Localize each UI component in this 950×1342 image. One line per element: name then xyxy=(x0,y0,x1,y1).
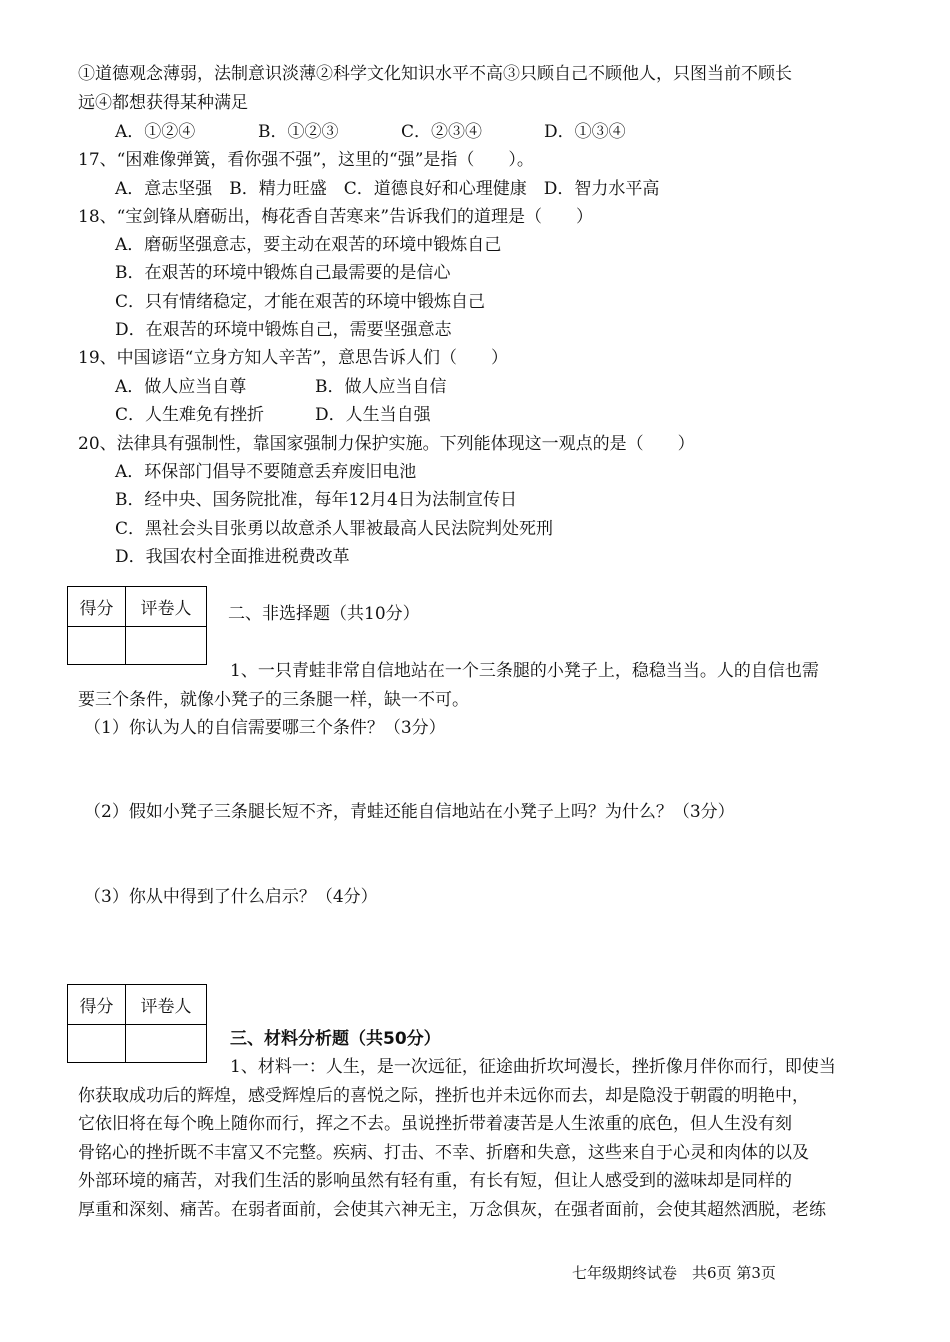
q19-option-b: B．做人应当自信 xyxy=(315,377,447,397)
section3-material-line5: 外部环境的痛苦，对我们生活的影响虽然有轻有重，有长有短，但让人感受到的滋味却是同样的 xyxy=(78,1171,792,1191)
q16-option-c: C．②③④ xyxy=(401,122,483,142)
q19-option-a: A．做人应当自尊 xyxy=(115,377,247,397)
score-label: 得分 xyxy=(68,985,126,1025)
section3-title: 三、材料分析题（共50分） xyxy=(230,1029,441,1049)
score-cell[interactable] xyxy=(68,627,126,665)
q20-option-b: B．经中央、国务院批准，每年12月4日为法制宣传日 xyxy=(115,490,517,510)
q20-option-a: A．环保部门倡导不要随意丢弃废旧电池 xyxy=(115,462,417,482)
section2-q1-line2: 要三个条件，就像小凳子的三条腿一样，缺一不可。 xyxy=(78,690,469,710)
q16-option-d: D．①③④ xyxy=(544,122,626,142)
grader-label: 评卷人 xyxy=(126,587,207,627)
q18-option-a: A．磨砺坚强意志，要主动在艰苦的环境中锻炼自己 xyxy=(115,235,502,255)
section3-material-line6: 厚重和深刻、痛苦。在弱者面前，会使其六神无主，万念俱灰，在强者面前，会使其超然洒脱，老练 xyxy=(78,1200,826,1220)
q18-option-d: D．在艰苦的环境中锻炼自己，需要坚强意志 xyxy=(115,320,452,340)
q16-option-a: A．①②④ xyxy=(115,122,196,142)
section2-q1-line1: 1、一只青蛙非常自信地站在一个三条腿的小凳子上，稳稳当当。人的自信也需 xyxy=(230,661,819,681)
q20-option-c: C．黑社会头目张勇以故意杀人罪被最高人民法院判处死刑 xyxy=(115,519,554,539)
score-label: 得分 xyxy=(68,587,126,627)
q18-option-c: C．只有情绪稳定，才能在艰苦的环境中锻炼自己 xyxy=(115,292,486,312)
section2-sub3: （3）你从中得到了什么启示？（4分） xyxy=(84,887,378,907)
q20-stem: 20、法律具有强制性，靠国家强制力保护实施。下列能体现这一观点的是（ ） xyxy=(78,434,695,454)
section3-material-line3: 它依旧将在每个晚上随你而行，挥之不去。虽说挫折带着凄苦是人生浓重的底色，但人生没有刻 xyxy=(78,1114,792,1134)
q16-text-line1: ①道德观念薄弱，法制意识淡薄②科学文化知识水平不高③只顾自己不顾他人，只图当前不顾长 xyxy=(78,64,792,84)
section2-sub1: （1）你认为人的自信需要哪三个条件？（3分） xyxy=(84,718,446,738)
grader-cell[interactable] xyxy=(126,1025,207,1063)
q16-text-line2: 远④都想获得某种满足 xyxy=(78,93,248,113)
page-footer: 七年级期终试卷 共6页 第3页 xyxy=(572,1264,776,1282)
score-box-section2 xyxy=(67,586,207,665)
q19-option-c: C．人生难免有挫折 xyxy=(115,405,265,425)
grader-cell[interactable] xyxy=(126,627,207,665)
section3-material-line1: 1、材料一：人生，是一次远征，征途曲折坎坷漫长，挫折像月伴你而行，即使当 xyxy=(230,1057,836,1077)
q18-stem: 18、“宝剑锋从磨砺出，梅花香自苦寒来”告诉我们的道理是（ ） xyxy=(78,207,594,227)
q17-stem: 17、“困难像弹簧，看你强不强”，这里的“强”是指（ ）。 xyxy=(78,150,534,170)
grader-label: 评卷人 xyxy=(126,985,207,1025)
q20-option-d: D．我国农村全面推进税费改革 xyxy=(115,547,350,567)
section2-sub2: （2）假如小凳子三条腿长短不齐，青蛙还能自信地站在小凳子上吗？为什么？（3分） xyxy=(84,802,735,822)
section3-material-line4: 骨铭心的挫折既不丰富又不完整。疾病、打击、不幸、折磨和失意，这些来自于心灵和肉体的以及 xyxy=(78,1143,809,1163)
score-box-section3 xyxy=(67,984,207,1063)
q18-option-b: B．在艰苦的环境中锻炼自己最需要的是信心 xyxy=(115,263,451,283)
q19-stem: 19、中国谚语“立身方知人辛苦”，意思告诉人们（ ） xyxy=(78,348,509,368)
score-cell[interactable] xyxy=(68,1025,126,1063)
q16-option-b: B．①②③ xyxy=(258,122,339,142)
q17-options: A．意志坚强 B．精力旺盛 C．道德良好和心理健康 D．智力水平高 xyxy=(115,179,660,199)
section2-title: 二、非选择题（共10分） xyxy=(228,604,420,624)
section3-material-line2: 你获取成功后的辉煌，感受辉煌后的喜悦之际，挫折也并未远你而去，却是隐没于朝霞的明艳中， xyxy=(78,1086,809,1106)
q19-option-d: D．人生当自强 xyxy=(315,405,431,425)
